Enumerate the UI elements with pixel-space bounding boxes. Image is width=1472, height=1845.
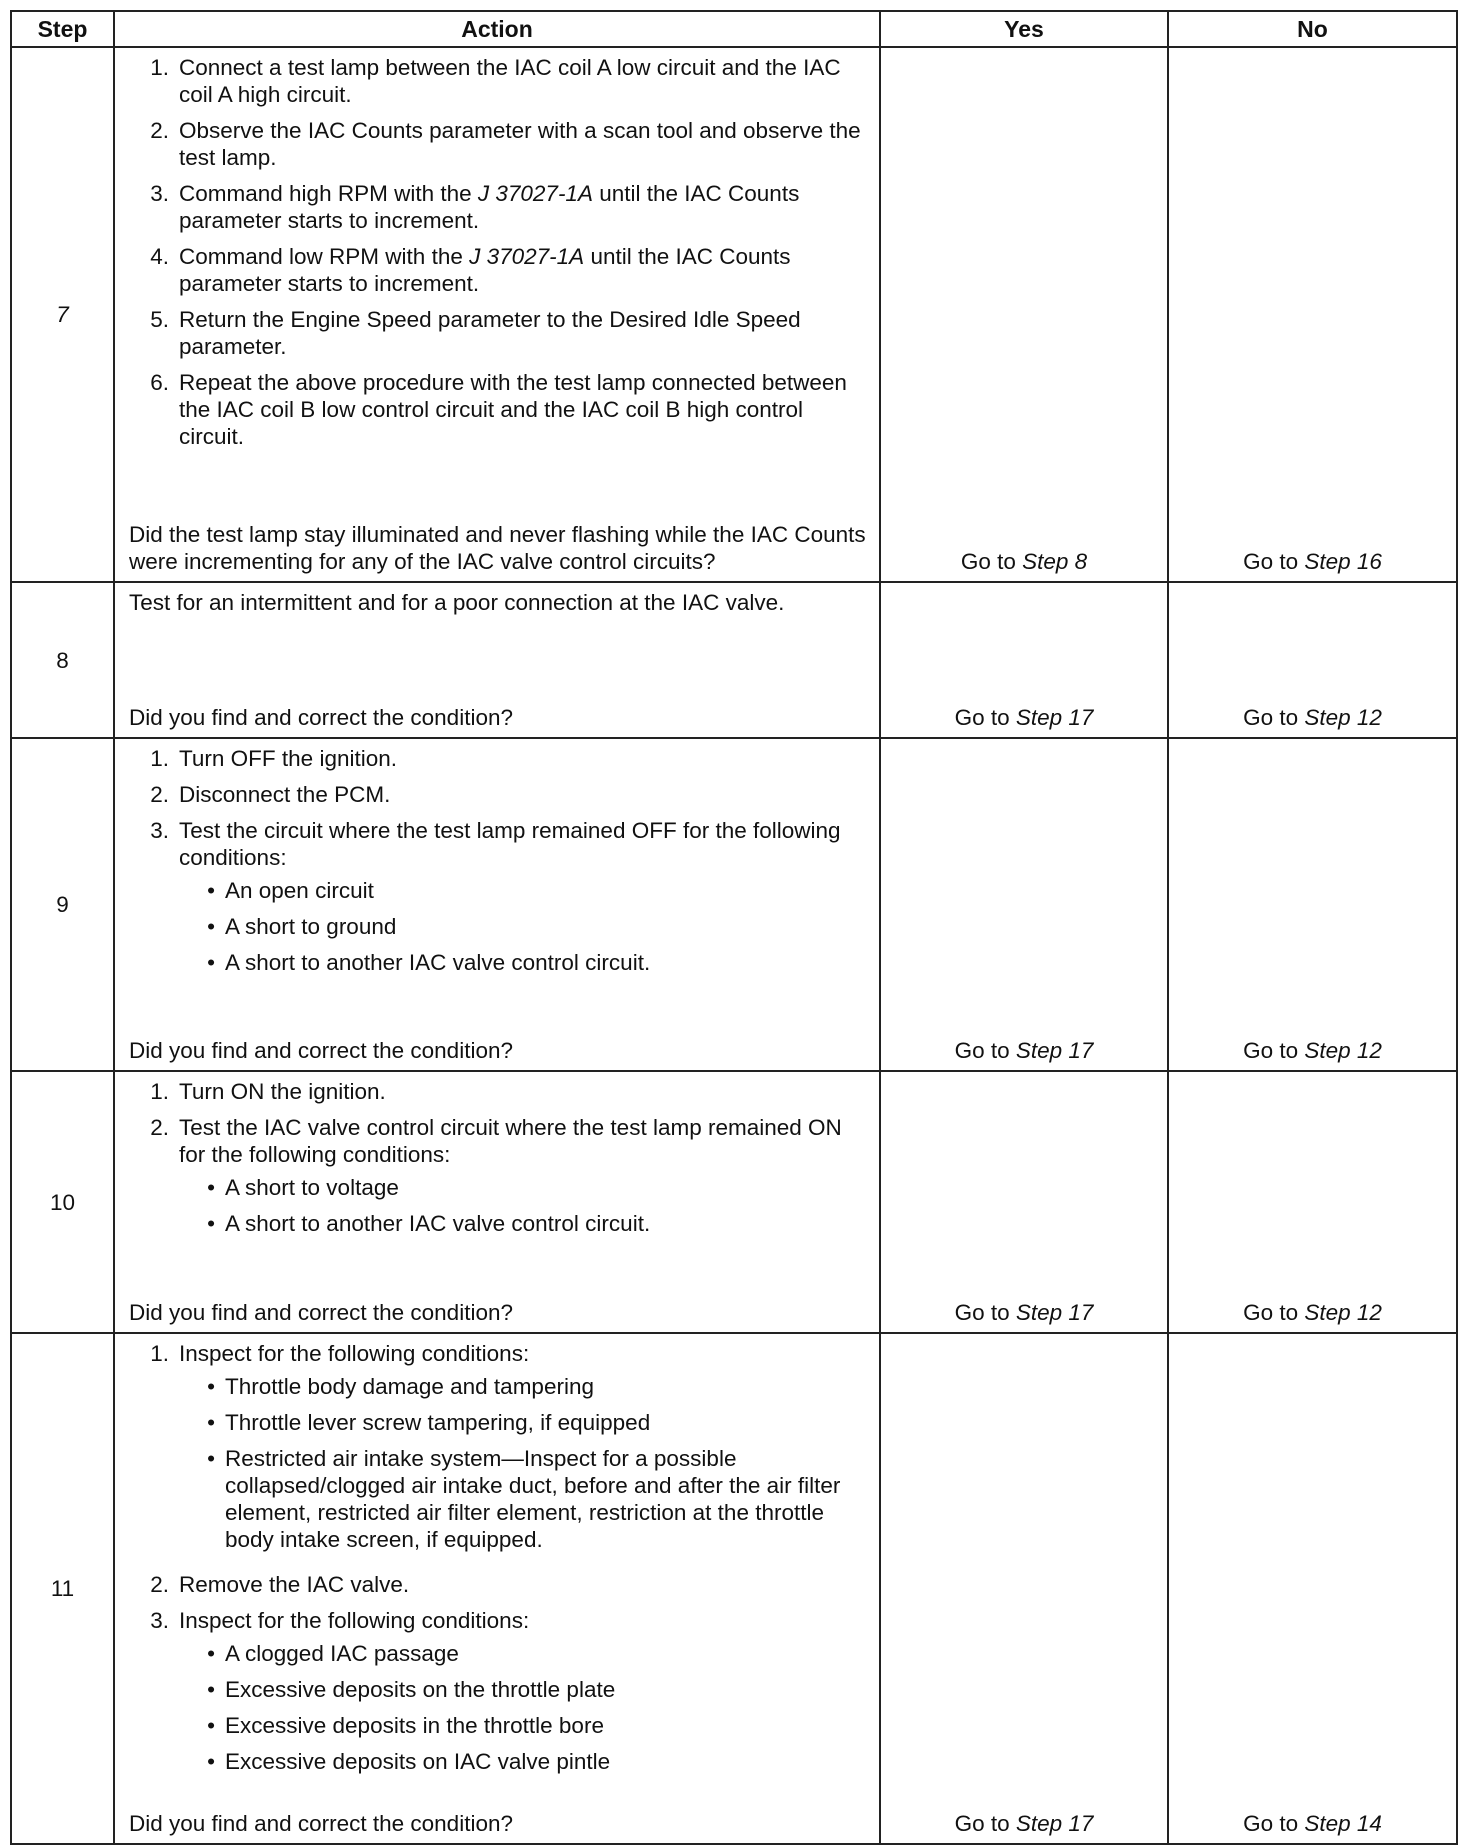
no-cell <box>1168 1071 1457 1333</box>
action-content <box>115 48 879 581</box>
goto-step-link: Step 17 <box>1015 1811 1094 1836</box>
bullet-text: A short to voltage <box>225 1175 399 1200</box>
item-text <box>179 243 869 297</box>
bullet-item <box>179 1640 869 1667</box>
goto-prefix: Go to <box>954 1811 1016 1836</box>
bullet-item <box>179 913 869 940</box>
action-content <box>115 1334 879 1843</box>
bullet-dot: • <box>207 1410 215 1435</box>
goto-prefix: Go to <box>960 549 1023 574</box>
yes-cell <box>880 582 1168 738</box>
no-cell <box>1168 47 1457 582</box>
bullet-item <box>179 1174 869 1201</box>
item-text-pre: Command high RPM with the <box>179 181 478 206</box>
item-text-content: Disconnect the PCM. <box>179 782 391 807</box>
question-text: Did the test lamp stay illuminated and never flashing while the IAC Counts were incrementing for any of the IAC valve control circuits? <box>129 522 866 574</box>
item-text <box>179 1340 869 1562</box>
no-cell <box>1168 738 1457 1071</box>
goto-prefix: Go to <box>954 705 1016 730</box>
item-text <box>179 1607 869 1784</box>
goto-prefix: Go to <box>1243 705 1305 730</box>
item-text <box>179 781 869 808</box>
item-text <box>179 369 869 450</box>
goto-step-link: Step 17 <box>1015 1038 1094 1063</box>
item-text <box>179 817 869 985</box>
item-text-post: until the IAC Counts parameter starts to increment. <box>179 181 800 233</box>
bullet-dot: • <box>207 1446 215 1471</box>
item-text <box>179 1571 869 1598</box>
item-text-content: Observe the IAC Counts parameter with a scan tool and observe the test lamp. <box>179 118 861 170</box>
item-number: 1. <box>150 746 169 771</box>
item-number: 3. <box>150 818 169 843</box>
yes-cell <box>880 1071 1168 1333</box>
item-text <box>179 745 869 772</box>
bullet-dot: • <box>207 1641 215 1666</box>
list-item <box>129 745 869 772</box>
bullet-text: Restricted air intake system—Inspect for a possible collapsed/clogged air intake duct, before and after the air filter element, restricted air filter element, restriction at the throttle body intake screen, if equipped. <box>225 1446 841 1552</box>
list-item <box>129 243 869 297</box>
item-number: 3. <box>150 1608 169 1633</box>
bullet-list <box>179 1174 869 1237</box>
bullet-text: A short to another IAC valve control circuit. <box>225 950 651 975</box>
no-cell <box>1168 582 1457 738</box>
item-text-content: Return the Engine Speed parameter to the Desired Idle Speed parameter. <box>179 307 801 359</box>
table-row <box>11 738 1457 1071</box>
bullet-dot: • <box>207 914 215 939</box>
numbered-list <box>129 745 869 985</box>
item-number: 5. <box>150 307 169 332</box>
item-text-content: Turn OFF the ignition. <box>179 746 398 771</box>
bullet-item <box>179 1373 869 1400</box>
item-number: 2. <box>150 782 169 807</box>
bullet-item <box>179 1748 869 1775</box>
action-text: Test for an intermittent and for a poor connection at the IAC valve. <box>129 590 785 615</box>
bullet-dot: • <box>207 950 215 975</box>
goto-prefix: Go to <box>1243 1300 1305 1325</box>
question-text: Did you find and correct the condition? <box>129 1811 513 1836</box>
bullet-item <box>179 1210 869 1237</box>
item-number: 3. <box>150 181 169 206</box>
item-text-content: Inspect for the following conditions: <box>179 1608 530 1633</box>
bullet-text: Throttle lever screw tampering, if equipped <box>225 1410 651 1435</box>
step-number: 11 <box>11 1333 114 1844</box>
tool-reference: J 37027-1A <box>477 181 593 206</box>
goto-prefix: Go to <box>954 1038 1016 1063</box>
item-text-post: until the IAC Counts parameter starts to increment. <box>179 244 791 296</box>
question-text: Did you find and correct the condition? <box>129 705 513 730</box>
goto-prefix: Go to <box>1243 1811 1305 1836</box>
item-text-pre: Command low RPM with the <box>179 244 470 269</box>
action-content <box>115 583 879 737</box>
list-item <box>129 1571 869 1598</box>
table-row <box>11 1333 1457 1844</box>
item-text-content: Remove the IAC valve. <box>179 1572 410 1597</box>
list-item <box>129 54 869 108</box>
item-number: 1. <box>150 1341 169 1366</box>
item-number: 6. <box>150 370 169 395</box>
question-text: Did you find and correct the condition? <box>129 1038 513 1063</box>
goto-step-link: Step 12 <box>1304 1300 1382 1325</box>
goto-prefix: Go to <box>1243 1038 1305 1063</box>
item-text-content: Turn ON the ignition. <box>179 1079 386 1104</box>
numbered-list <box>129 1078 869 1246</box>
action-cell <box>114 738 880 1071</box>
list-item <box>129 180 869 234</box>
list-item <box>129 306 869 360</box>
goto-step-link: Step 17 <box>1015 705 1094 730</box>
goto-step-link: Step 14 <box>1304 1811 1382 1836</box>
yes-cell <box>880 738 1168 1071</box>
step-number: 8 <box>11 582 114 738</box>
item-number: 2. <box>150 118 169 143</box>
item-text <box>179 117 869 171</box>
action-cell <box>114 582 880 738</box>
numbered-list <box>129 54 869 450</box>
list-item <box>129 117 869 171</box>
bullet-dot: • <box>207 1211 215 1236</box>
bullet-list <box>179 1373 869 1553</box>
goto-step-link: Step 16 <box>1304 549 1382 574</box>
action-cell <box>114 47 880 582</box>
diagnostic-table <box>10 10 1458 1845</box>
item-text-content: Repeat the above procedure with the test lamp connected between the IAC coil B low control circuit and the IAC coil B high control circuit. <box>179 370 847 449</box>
header-yes: Yes <box>880 11 1168 47</box>
question-text: Did you find and correct the condition? <box>129 1300 513 1325</box>
list-item <box>129 1078 869 1105</box>
item-number: 2. <box>150 1115 169 1140</box>
step-number: 9 <box>11 738 114 1071</box>
table-row <box>11 582 1457 738</box>
bullet-dot: • <box>207 1374 215 1399</box>
list-item <box>129 781 869 808</box>
bullet-dot: • <box>207 1175 215 1200</box>
bullet-dot: • <box>207 1749 215 1774</box>
bullet-text: An open circuit <box>225 878 374 903</box>
item-number: 4. <box>150 244 169 269</box>
list-item <box>129 369 869 450</box>
yes-cell <box>880 47 1168 582</box>
header-row <box>11 11 1457 47</box>
list-item <box>129 1340 869 1562</box>
bullet-item <box>179 949 869 976</box>
item-text <box>179 1114 869 1246</box>
tool-reference: J 37027-1A <box>469 244 585 269</box>
list-item <box>129 1114 869 1246</box>
table-row <box>11 1071 1457 1333</box>
step-number: 10 <box>11 1071 114 1333</box>
header-step: Step <box>11 11 114 47</box>
numbered-list <box>129 1340 869 1784</box>
bullet-dot: • <box>207 878 215 903</box>
action-cell <box>114 1333 880 1844</box>
item-text <box>179 1078 869 1105</box>
item-text-content: Inspect for the following conditions: <box>179 1341 530 1366</box>
item-text-content: Test the circuit where the test lamp remained OFF for the following conditions: <box>179 818 841 870</box>
goto-step-link: Step 12 <box>1304 705 1382 730</box>
item-number: 1. <box>150 1079 169 1104</box>
step-number: 7 <box>11 47 114 582</box>
item-number: 2. <box>150 1572 169 1597</box>
list-item <box>129 817 869 985</box>
bullet-text: A short to another IAC valve control circuit. <box>225 1211 651 1236</box>
yes-cell <box>880 1333 1168 1844</box>
item-text <box>179 306 869 360</box>
bullet-text: A clogged IAC passage <box>225 1641 459 1666</box>
item-text-content: Test the IAC valve control circuit where the test lamp remained ON for the following conditions: <box>179 1115 842 1167</box>
table-row <box>11 47 1457 582</box>
bullet-text: Excessive deposits on the throttle plate <box>225 1677 616 1702</box>
header-action: Action <box>114 11 880 47</box>
action-content <box>115 1072 879 1332</box>
bullet-list <box>179 1640 869 1775</box>
bullet-text: Excessive deposits in the throttle bore <box>225 1713 604 1738</box>
bullet-item <box>179 1712 869 1739</box>
item-text <box>179 54 869 108</box>
bullet-item <box>179 877 869 904</box>
goto-step-link: Step 12 <box>1304 1038 1382 1063</box>
goto-step-link: Step 8 <box>1022 549 1088 574</box>
no-cell <box>1168 1333 1457 1844</box>
item-text-content: Connect a test lamp between the IAC coil A low circuit and the IAC coil A high circuit. <box>179 55 841 107</box>
item-number: 1. <box>150 55 169 80</box>
action-content <box>115 739 879 1070</box>
action-cell <box>114 1071 880 1333</box>
bullet-item <box>179 1676 869 1703</box>
goto-step-link: Step 17 <box>1015 1300 1094 1325</box>
bullet-list <box>179 877 869 976</box>
bullet-text: A short to ground <box>225 914 397 939</box>
bullet-dot: • <box>207 1677 215 1702</box>
goto-prefix: Go to <box>954 1300 1016 1325</box>
bullet-item <box>179 1409 869 1436</box>
bullet-text: Excessive deposits on IAC valve pintle <box>225 1749 611 1774</box>
header-no: No <box>1168 11 1457 47</box>
goto-prefix: Go to <box>1243 549 1305 574</box>
bullet-dot: • <box>207 1713 215 1738</box>
bullet-item <box>179 1445 869 1553</box>
bullet-text: Throttle body damage and tampering <box>225 1374 594 1399</box>
list-item <box>129 1607 869 1784</box>
item-text <box>179 180 869 234</box>
